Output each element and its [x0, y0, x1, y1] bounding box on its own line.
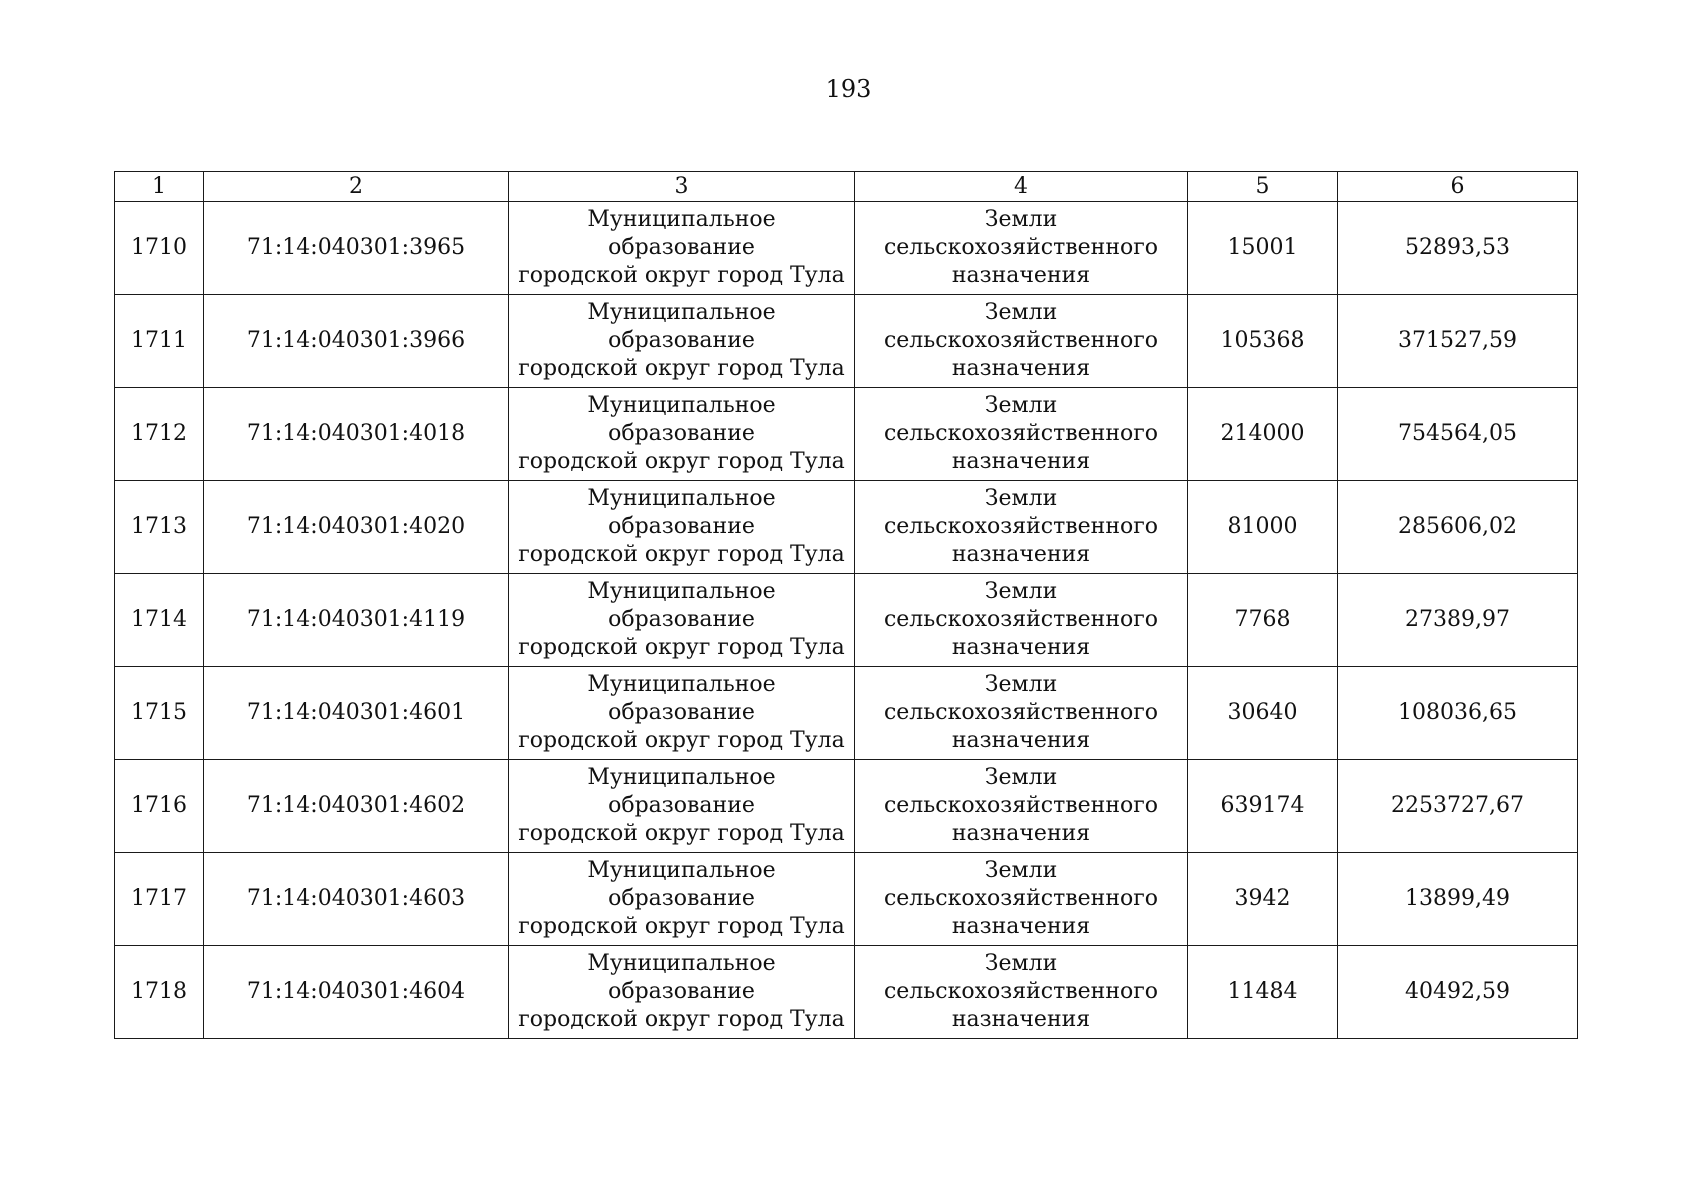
owner-line: городской округ город Тула [518, 914, 845, 939]
owner-line: Муниципальное образование [587, 765, 776, 818]
column-header-2: 2 [204, 172, 509, 202]
land-category-cell [855, 481, 1188, 574]
area-value: 15001 [1188, 202, 1338, 295]
land-category-line: назначения [951, 263, 1091, 288]
cadastral-number: 71:14:040301:3966 [204, 295, 509, 388]
land-category-line: Земли [984, 765, 1058, 790]
land-category-line: сельскохозяйственного [883, 328, 1159, 353]
area-value: 3942 [1188, 853, 1338, 946]
land-category-cell [855, 574, 1188, 667]
page-number: 193 [825, 75, 872, 103]
land-category-cell [855, 295, 1188, 388]
land-category-line: Земли [984, 951, 1058, 976]
owner-line: Муниципальное образование [587, 486, 776, 539]
cadastral-value: 754564,05 [1338, 388, 1578, 481]
row-number: 1715 [115, 667, 204, 760]
row-number: 1717 [115, 853, 204, 946]
column-header-6: 6 [1338, 172, 1578, 202]
cadastral-number: 71:14:040301:4020 [204, 481, 509, 574]
row-number: 1712 [115, 388, 204, 481]
land-category-cell [855, 760, 1188, 853]
land-category-cell [855, 202, 1188, 295]
owner-line: Муниципальное образование [587, 207, 776, 260]
land-category-line: назначения [951, 821, 1091, 846]
owner-line: Муниципальное образование [587, 393, 776, 446]
owner-line: Муниципальное образование [587, 300, 776, 353]
owner-cell [509, 388, 855, 481]
land-category-line: Земли [984, 579, 1058, 604]
cadastral-value: 285606,02 [1338, 481, 1578, 574]
owner-line: Муниципальное образование [587, 951, 776, 1004]
land-category-line: назначения [951, 1007, 1091, 1032]
cadastral-number: 71:14:040301:4601 [204, 667, 509, 760]
cadastral-number: 71:14:040301:4119 [204, 574, 509, 667]
table-row [115, 388, 1578, 481]
table-row [115, 946, 1578, 1039]
cadastral-number: 71:14:040301:4604 [204, 946, 509, 1039]
area-value: 639174 [1188, 760, 1338, 853]
land-category-line: назначения [951, 914, 1091, 939]
land-category-line: сельскохозяйственного [883, 979, 1159, 1004]
land-category-line: сельскохозяйственного [883, 700, 1159, 725]
cadastral-number: 71:14:040301:4018 [204, 388, 509, 481]
table-row [115, 574, 1578, 667]
row-number: 1711 [115, 295, 204, 388]
owner-line: городской округ город Тула [518, 263, 845, 288]
owner-cell [509, 853, 855, 946]
owner-line: городской округ город Тула [518, 728, 845, 753]
owner-line: городской округ город Тула [518, 449, 845, 474]
land-category-line: назначения [951, 449, 1091, 474]
land-category-line: назначения [951, 635, 1091, 660]
land-category-cell [855, 667, 1188, 760]
header-row [115, 172, 1578, 202]
table-row [115, 853, 1578, 946]
land-category-line: сельскохозяйственного [883, 235, 1159, 260]
table-row [115, 295, 1578, 388]
cadastral-value: 371527,59 [1338, 295, 1578, 388]
table-body [115, 202, 1578, 1039]
column-header-3: 3 [509, 172, 855, 202]
owner-cell [509, 202, 855, 295]
owner-cell [509, 667, 855, 760]
cadastral-value: 108036,65 [1338, 667, 1578, 760]
cadastral-value: 52893,53 [1338, 202, 1578, 295]
land-category-line: Земли [984, 672, 1058, 697]
land-category-cell [855, 946, 1188, 1039]
row-number: 1713 [115, 481, 204, 574]
land-category-line: сельскохозяйственного [883, 514, 1159, 539]
table-row [115, 202, 1578, 295]
owner-line: Муниципальное образование [587, 579, 776, 632]
land-category-line: сельскохозяйственного [883, 607, 1159, 632]
area-value: 30640 [1188, 667, 1338, 760]
row-number: 1714 [115, 574, 204, 667]
owner-line: Муниципальное образование [587, 672, 776, 725]
row-number: 1710 [115, 202, 204, 295]
owner-line: Муниципальное образование [587, 858, 776, 911]
land-category-line: Земли [984, 858, 1058, 883]
area-value: 11484 [1188, 946, 1338, 1039]
land-category-line: сельскохозяйственного [883, 421, 1159, 446]
row-number: 1716 [115, 760, 204, 853]
row-number: 1718 [115, 946, 204, 1039]
area-value: 7768 [1188, 574, 1338, 667]
table-row [115, 760, 1578, 853]
owner-cell [509, 574, 855, 667]
land-category-line: Земли [984, 486, 1058, 511]
owner-line: городской округ город Тула [518, 1007, 845, 1032]
cadastral-number: 71:14:040301:3965 [204, 202, 509, 295]
land-category-cell [855, 388, 1188, 481]
land-category-line: назначения [951, 356, 1091, 381]
owner-line: городской округ город Тула [518, 821, 845, 846]
table-row [115, 481, 1578, 574]
owner-line: городской округ город Тула [518, 542, 845, 567]
table-header [115, 172, 1578, 202]
land-category-line: Земли [984, 393, 1058, 418]
cadastral-number: 71:14:040301:4603 [204, 853, 509, 946]
land-category-line: сельскохозяйственного [883, 886, 1159, 911]
cadastral-value: 27389,97 [1338, 574, 1578, 667]
owner-cell [509, 760, 855, 853]
land-category-line: Земли [984, 207, 1058, 232]
column-header-4: 4 [855, 172, 1188, 202]
owner-cell [509, 481, 855, 574]
cadastral-number: 71:14:040301:4602 [204, 760, 509, 853]
column-header-5: 5 [1188, 172, 1338, 202]
owner-cell [509, 295, 855, 388]
column-header-1: 1 [115, 172, 204, 202]
owner-cell [509, 946, 855, 1039]
owner-line: городской округ город Тула [518, 356, 845, 381]
table-row [115, 667, 1578, 760]
land-category-cell [855, 853, 1188, 946]
cadastral-value: 13899,49 [1338, 853, 1578, 946]
area-value: 105368 [1188, 295, 1338, 388]
land-category-line: назначения [951, 728, 1091, 753]
land-category-line: назначения [951, 542, 1091, 567]
land-register-table [114, 171, 1578, 1039]
area-value: 214000 [1188, 388, 1338, 481]
land-category-line: Земли [984, 300, 1058, 325]
cadastral-value: 2253727,67 [1338, 760, 1578, 853]
area-value: 81000 [1188, 481, 1338, 574]
owner-line: городской округ город Тула [518, 635, 845, 660]
cadastral-value: 40492,59 [1338, 946, 1578, 1039]
land-category-line: сельскохозяйственного [883, 793, 1159, 818]
